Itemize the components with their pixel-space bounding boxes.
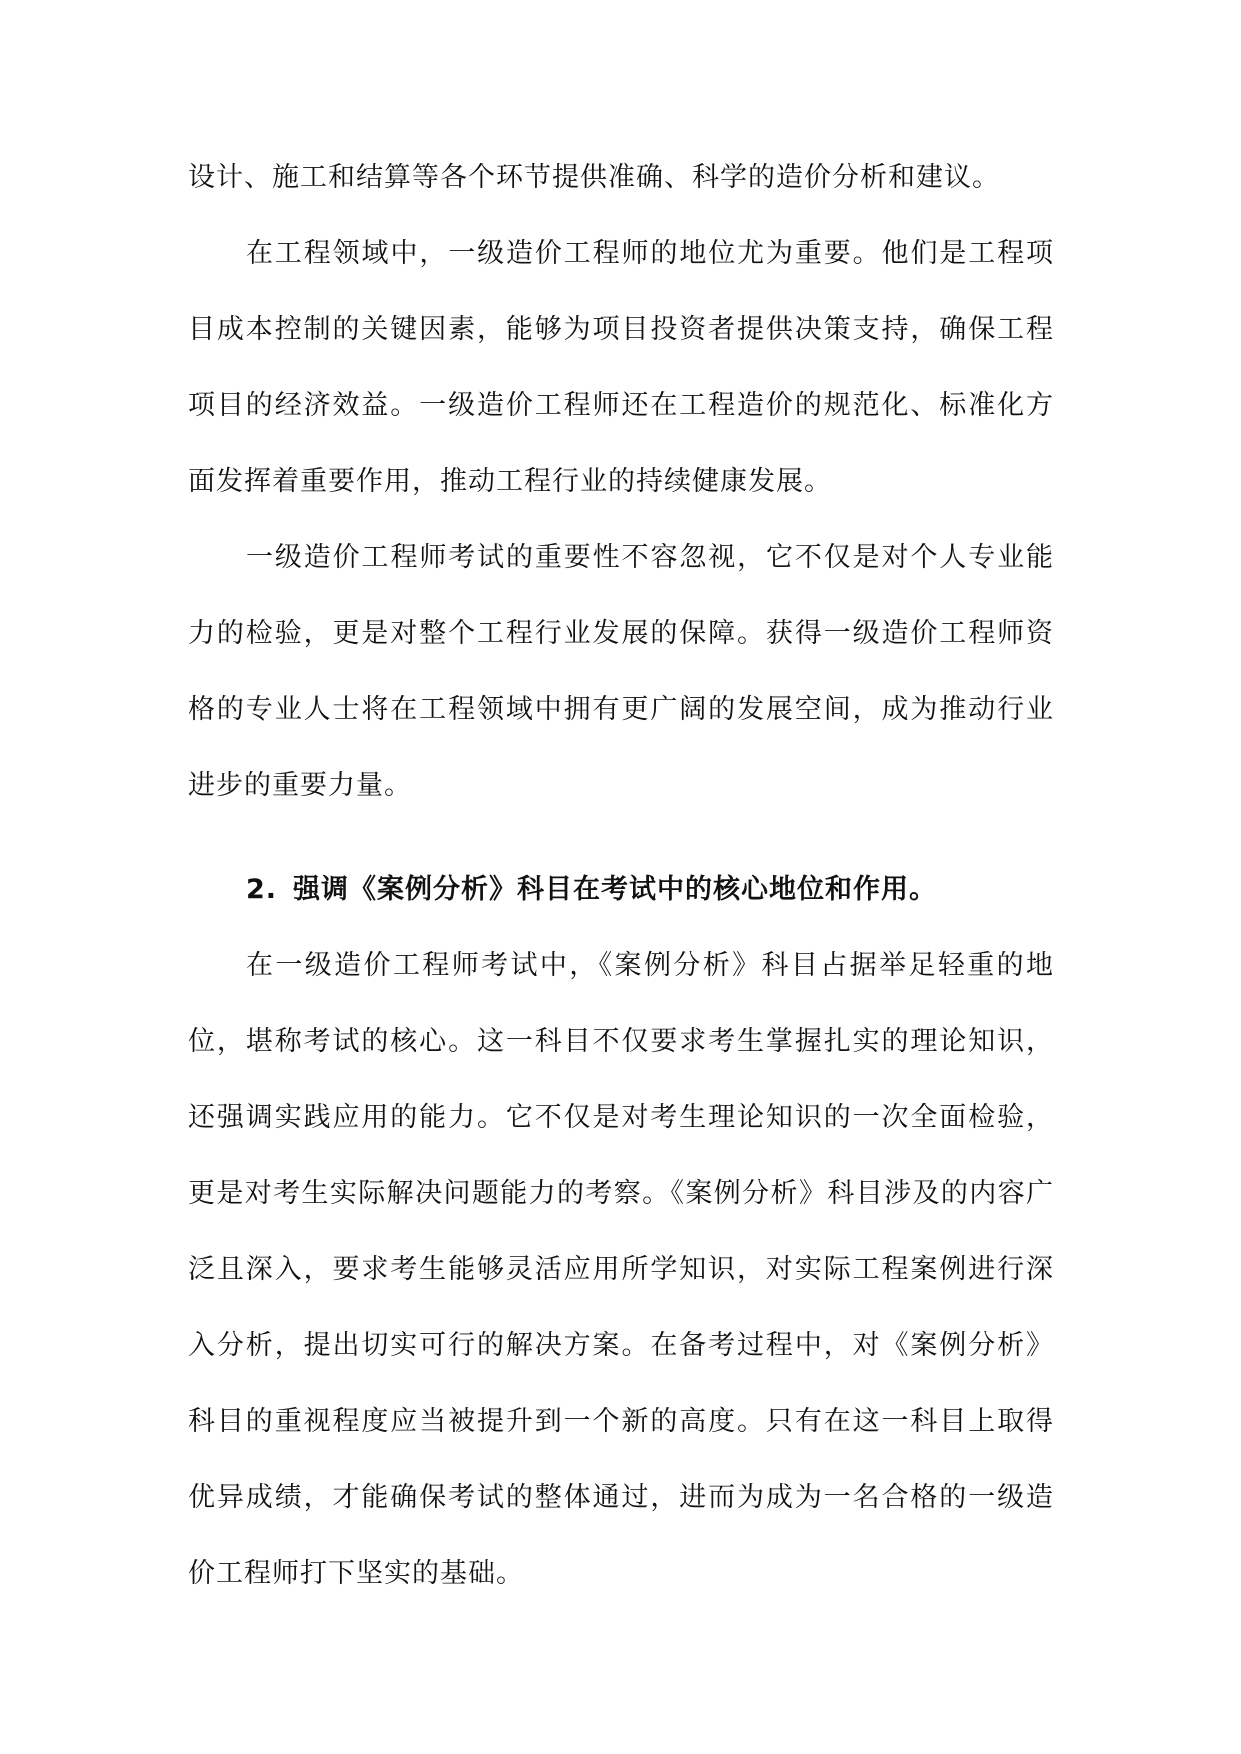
- section-heading: [188, 852, 1054, 928]
- section-number: 2.: [246, 874, 278, 905]
- section-title: 强调《案例分析》科目在考试中的核心地位和作用。: [293, 874, 938, 905]
- paragraph-status-importance: 在工程领域中，一级造价工程师的地位尤为重要。他们是工程项目成本控制的关键因素，能够为项目投资者提供决策支持，确保工程项目的经济效益。一级造价工程师还在工程造价的规范化、标准化方面发挥着重要作用，推动工程行业的持续健康发展。: [188, 238, 1054, 497]
- paragraph-continuation: 设计、施工和结算等各个环节提供准确、科学的造价分析和建议。: [188, 162, 1000, 193]
- document-body: [188, 140, 1054, 1612]
- paragraph-exam-importance: 一级造价工程师考试的重要性不容忽视，它不仅是对个人专业能力的检验，更是对整个工程行业发展的保障。获得一级造价工程师资格的专业人士将在工程领域中拥有更广阔的发展空间，成为推动行业进步的重要力量。: [188, 542, 1054, 801]
- paragraph-case-analysis: 在一级造价工程师考试中，《案例分析》科目占据举足轻重的地位，堪称考试的核心。这一科目不仅要求考生掌握扎实的理论知识，还强调实践应用的能力。它不仅是对考生理论知识的一次全面检验，更是对考生实际解决问题能力的考察。《案例分析》科目涉及的内容广泛且深入，要求考生能够灵活应用所学知识，对实际工程案例进行深入分析，提出切实可行的解决方案。在备考过程中，对《案例分析》科目的重视程度应当被提升到一个新的高度。只有在这一科目上取得优异成绩，才能确保考试的整体通过，进而为成为一名合格的一级造价工程师打下坚实的基础。: [188, 950, 1054, 1589]
